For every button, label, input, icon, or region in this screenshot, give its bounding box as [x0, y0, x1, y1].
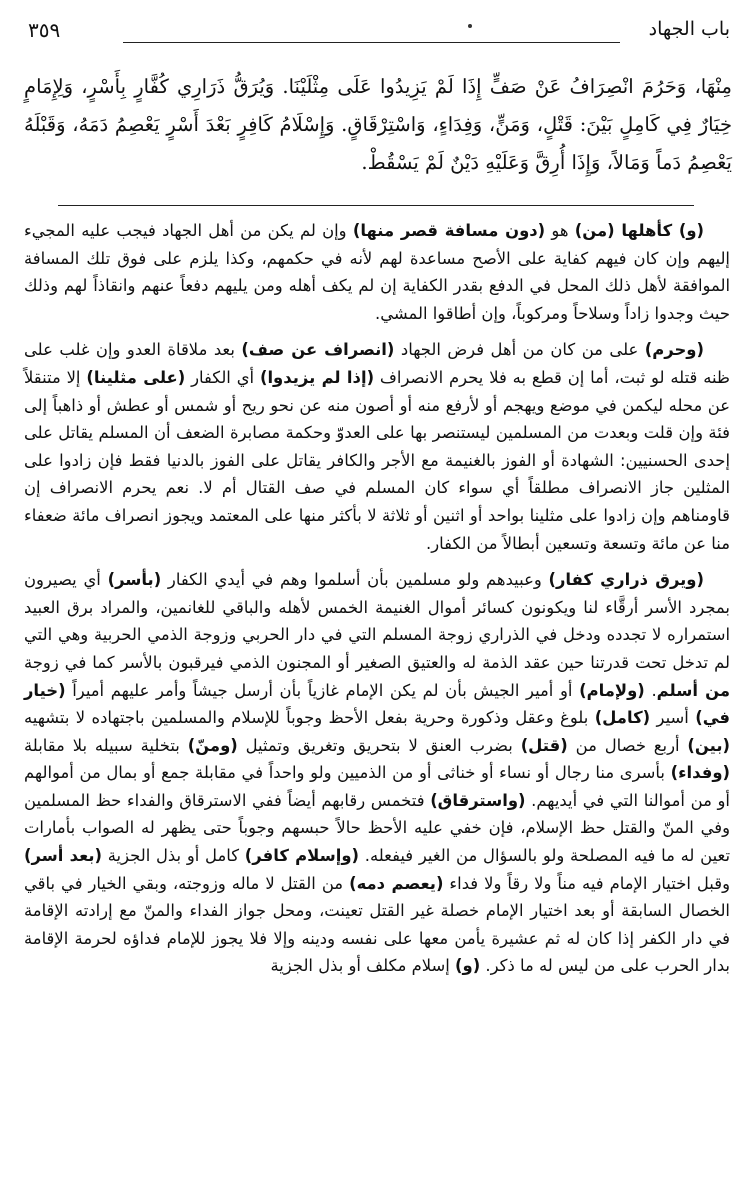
commentary-text: أسير	[650, 708, 696, 728]
bold-phrase: (خيار في)	[24, 680, 731, 728]
bold-phrase: (و)	[455, 956, 481, 976]
commentary-text: أو أمير الجيش بأن لم يكن الإمام غازياً بأن أرسل جيشاً وأمر عليهم أميراً	[65, 680, 580, 700]
bold-phrase: (واسترقاق)	[430, 790, 526, 810]
commentary-text: كامل أو بذل الجزية	[102, 846, 245, 866]
bold-phrase: (قتل)	[520, 735, 568, 755]
commentary-text: بأسرى منا رجال أو نساء أو خناثى أو من الذميين ولو واحداً في مقابلة جمع أو بمال من أموالهم أو من أموالنا التي في أيديهم.	[24, 763, 730, 810]
commentary-text: من القتل لا ماله وزوجته، وبقي الخيار في باقي الخصال السابقة أو بعد اختيار الإمام خصلة غير القتل تعينت، ومحل جواز الفداء والمنّ مع إرادته الإقامة في دار الكفر إذا كان له ثم عشيرة يأمن معها على نفسه ودينه وإلا فلا يجوز للإمام فداؤه لحرمة الإقامة بدار الحرب على من ليس له ما ذكر.	[24, 873, 730, 976]
commentary-text: وقبل اختيار الإمام فيه مناً ولا رقاً ولا فداء	[443, 873, 730, 893]
commentary-text: بعد ملاقاة العدو وإن غلب على ظنه قتله لو ثبت، أما إن قطع به فلا يحرم الانصراف	[24, 340, 730, 387]
commentary-text: إسلام مكلف أو بذل الجزية	[270, 956, 456, 976]
bold-phrase: (انصراف عن صف)	[241, 340, 395, 360]
bold-phrase: (إذا لم يزيدوا)	[259, 367, 375, 387]
commentary-text: وعبيدهم ولو مسلمين بأن أسلموا وهم في أيدي الكفار	[161, 570, 549, 590]
bold-phrase: (وفداء)	[670, 763, 730, 783]
commentary-paragraph-1	[24, 217, 730, 327]
bold-phrase: من أسلم	[656, 680, 730, 700]
commentary-text: بلوغ وعقل وذكورة وحرية بفعل الأحظ وجوباً للإسلام والمسلمين باجتهاده لا بتشهيه	[24, 708, 595, 728]
commentary-text: هو	[545, 221, 575, 240]
chapter-title: باب الجهاد	[648, 18, 730, 40]
bold-phrase: (ويرق ذراري كفار)	[548, 570, 704, 590]
bold-phrase: (من)	[574, 221, 615, 240]
header-dot	[468, 24, 472, 28]
commentary-text: وإن لم يكن من أهل الجهاد فيجب عليه المجيء إليهم وإن كان فيهم كفاية على الأصح مساعدة لهم لأنه في حكمهم، وكذا يلزم على فوق تلك المسافة الموافقة لأهل ذلك المحل في الدفع بقدر الكفاية إن لم يكف أهله ومن يليهم دفعاً عنهم وانقاذاً لهم وذلك حيث وجدوا زاداً وسلاحاً ومركوباً، وإن أطاقوا المشي.	[24, 221, 730, 323]
commentary-paragraph-2	[24, 336, 730, 557]
commentary-text: .	[644, 680, 657, 700]
bold-phrase: (كامل)	[594, 708, 651, 728]
bold-phrase: (ولإمام)	[579, 680, 645, 700]
bold-phrase: (بعد أسر)	[24, 846, 103, 866]
bold-phrase: (و) كأهلها	[614, 221, 705, 240]
bold-phrase: (يعصم دمه)	[349, 873, 444, 893]
commentary-text: أي الكفار	[185, 367, 260, 387]
commentary-text: إلا متنقلاً عن محله ليكمن في موضع ويهجم أو لأرفع منه أو أصون منه عن نحو ريح أو شمس أو عطش أو ذاهباً إلى فئة وإن قلت وبعدت من المسلمين ليستنصر بها على العدوّ وحكمة مصابرة الضعف أن المسلم يقاتل على إحدى الحسنيين: الشهادة أو الفوز بالغنيمة مع الأجر والكافر يقاتل على الفوز بالدنيا فقط فإن زادوا على المثلين جاز الانصراف مطلقاً أي سواء كان المسلم في صف القتال أم لا. نعم يحرم الانصراف إن قاومناهم وإن زادوا على مثلينا بواحد أو اثنين أو ثلاثة لا بأكثر منها على المعتمد ويجوز انصراف مائة ضعفاء منا عن مائة وتسعة وتسعين أبطالاً من الكفار.	[24, 367, 730, 553]
header-rule	[123, 42, 620, 43]
bold-phrase: (دون مسافة قصر منها)	[352, 221, 546, 240]
bold-phrase: (بين)	[687, 735, 730, 755]
bold-phrase: (على مثلينا)	[86, 367, 186, 387]
section-divider	[58, 205, 694, 206]
bold-phrase: (وإسلام كافر)	[244, 846, 359, 866]
commentary-text: أي يصيرون بمجرد الأسر أرقَّاء لنا ويكونون كسائر أموال الغنيمة الخمس لأهله والباقي للغانمين، والمراد برق العبيد استمراره لا تجدده ودخل في الذراري زوجة المسلم التي في دار الحربي وزوجة الذمي الحربية وهي التي لم تدخل تحت قدرتنا حين عقد الذمة له والعتيق الصغير أو المجنون الذمي فيرقبون بالأسر كما في زوجة	[24, 570, 730, 672]
bold-phrase: (ومنّ)	[187, 735, 238, 755]
commentary-text: فتخمس رقابهم أيضاً ففي الاسترقاق والفداء حظ المسلمين وفي المنّ والقتل حظ الإسلام، فإن خفي عليه الأحظ حالاً حبسهم وجوباً حتى يظهر له الصواب بأمارات تعين له ما فيه المصلحة ولو بالسؤال من الغير فيفعله.	[24, 790, 731, 866]
commentary-paragraph-3	[24, 566, 730, 980]
bold-phrase: (وحرم)	[644, 340, 704, 360]
bold-phrase: (بأسر)	[107, 570, 162, 590]
page-header	[28, 18, 730, 58]
matn-text: مِنْهَا، وَحَرُمَ انْصِرَافُ عَنْ صَفٍّ إِذَا لَمْ يَزِيدُوا عَلَى مِثْلَيْنَا. وَيُرَقُّ ذَرَارِي كُفَّارٍ بِأَسْرٍ، وَلِإِمَامٍ خِيَارٌ فِي كَامِلٍ بَيْنَ: قَتْلٍ، وَمَنٍّ، وَفِدَاءٍ، وَاسْتِرْقَاقٍ. وَإِسْلَامُ كَافِرٍ بَعْدَ أَسْرٍ يَعْصِمُ دَمَهُ، وَقَبْلَهُ يَعْصِمُ دَماً وَمَالاً، وَإِذَا أُرِقَّ وَعَلَيْهِ دَيْنٌ لَمْ يَسْقُطْ.	[24, 75, 732, 174]
commentary	[24, 217, 730, 989]
commentary-text: أربع خصال من	[567, 735, 688, 755]
page-number: ٣٥٩	[28, 18, 61, 42]
commentary-text: بضرب العنق لا بتحريق وتغريق وتمثيل	[237, 735, 521, 755]
commentary-text: على من كان من أهل فرض الجهاد	[394, 340, 645, 360]
commentary-text: بتخلية سبيله بلا مقابلة	[24, 735, 188, 755]
